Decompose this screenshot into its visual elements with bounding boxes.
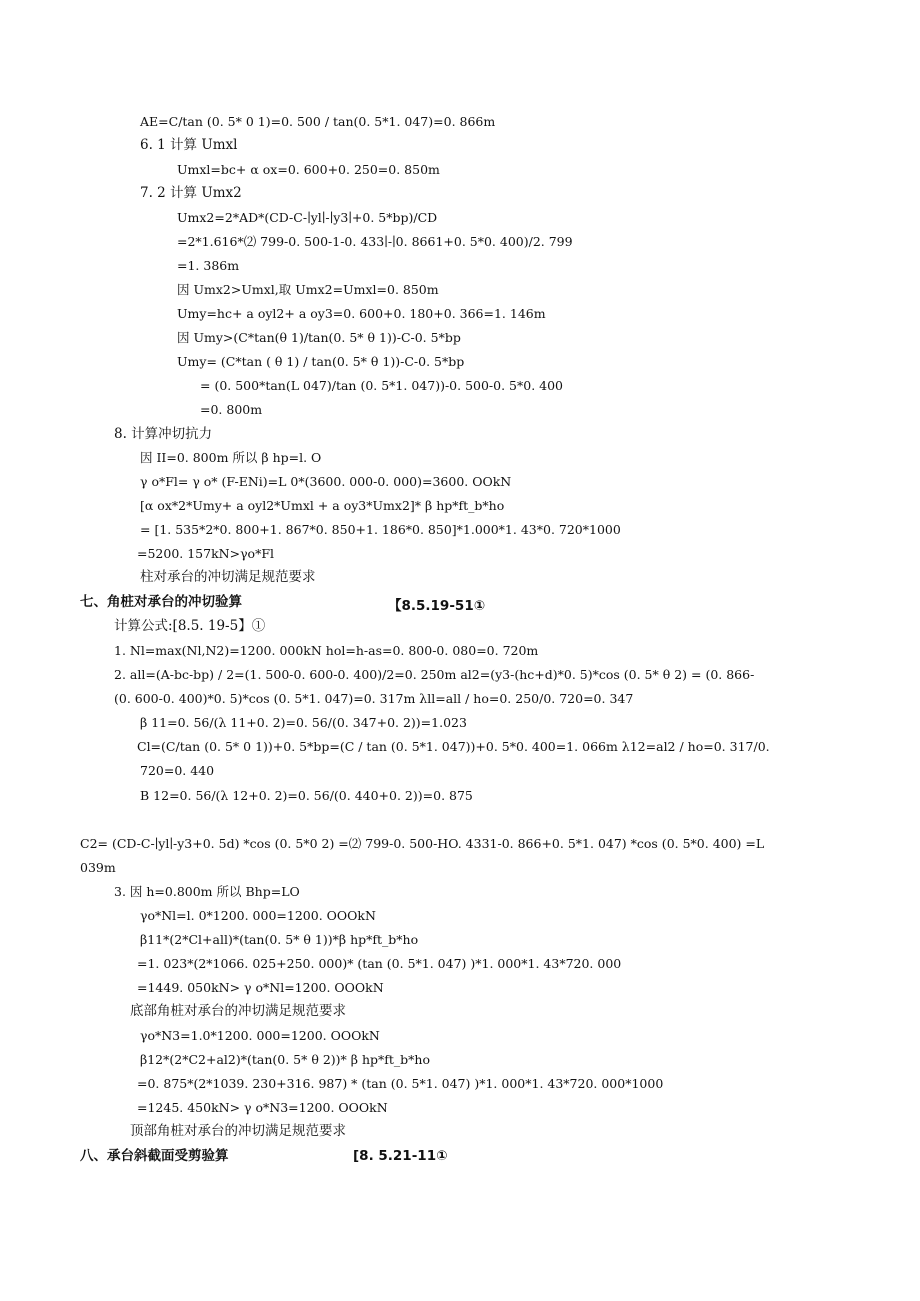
beta-12-line: B 12=0. 56/(λ 12+0. 2)=0. 56/(0. 440+0. 2))=0. 875 <box>140 788 473 803</box>
section-8-heading: 八、承台斜截面受剪验算 <box>80 1148 229 1164</box>
step-6-1-heading: 6. 1 计算 Umxl <box>140 137 238 153</box>
gamma-fl-line: γ o*Fl= γ o* (F-ENi)=L 0*(3600. 000-0. 000)=3600. OOkN <box>140 474 512 489</box>
umy-line: Umy=hc+ a oyl2+ a oy3=0. 600+0. 180+0. 366=1. 146m <box>177 306 546 321</box>
corner-step-2a: 2. all=(A-bc-bp) / 2=(1. 500-0. 600-0. 400)/2=0. 250m al2=(y3-(hc+d)*0. 5)*cos (0. 5* θ 2) = (0. 866- <box>114 667 755 682</box>
cl-line: Cl=(C/tan (0. 5* 0 1))+0. 5*bp=(C / tan (0. 5*1. 047))+0. 5*0. 400=1. 066m λ12=al2 / ho=0. 317/0. <box>137 739 770 754</box>
umy-substitution: = (0. 500*tan(L 047)/tan (0. 5*1. 047))-0. 500-0. 5*0. 400 <box>200 378 564 393</box>
umy-formula: Umy= (C*tan ( θ 1) / tan(0. 5* θ 1))-C-0. 5*bp <box>177 354 465 369</box>
bottom-resistance-result: =1449. 050kN> γ o*Nl=1200. OOOkN <box>137 980 384 995</box>
corner-step-1: 1. Nl=max(Nl,N2)=1200. 000kN hol=h-as=0. 800-0. 080=0. 720m <box>114 643 539 658</box>
ae-line: AE=C/tan (0. 5* 0 1)=0. 500 / tan(0. 5*1. 047)=0. 866m <box>140 114 496 129</box>
formula-reference: 计算公式:[8.5. 19-5】① <box>114 618 266 634</box>
bottom-resistance-substitution: =1. 023*(2*1066. 025+250. 000)* (tan (0. 5*1. 047) )*1. 000*1. 43*720. 000 <box>137 956 622 971</box>
step-7-2-heading: 7. 2 计算 Umx2 <box>140 185 242 201</box>
resistance-substitution: = [1. 535*2*0. 800+1. 867*0. 850+1. 186*0. 850]*1.000*1. 43*0. 720*1000 <box>140 522 621 537</box>
section-8-reference: [8. 5.21-11① <box>353 1148 448 1164</box>
corner-step-3: 3. 因 h=0.800m 所以 Bhp=LO <box>114 884 300 899</box>
lambda-12-result: 720=0. 440 <box>140 763 215 778</box>
section-7-heading: 七、角桩对承台的冲切验算 <box>80 594 242 610</box>
umx2-result: =1. 386m <box>177 258 240 273</box>
gamma-nl-line: γo*Nl=l. 0*1200. 000=1200. OOOkN <box>140 908 376 923</box>
beta-11-line: β 11=0. 56/(λ 11+0. 2)=0. 56/(0. 347+0. 2))=1.023 <box>140 715 467 730</box>
top-resistance-formula: β12*(2*C2+al2)*(tan(0. 5* θ 2))* β hp*ft_b*ho <box>140 1052 430 1067</box>
umxl-line: Umxl=bc+ α ox=0. 600+0. 250=0. 850m <box>177 162 440 177</box>
top-resistance-substitution: =0. 875*(2*1039. 230+316. 987) * (tan (0. 5*1. 047) )*1. 000*1. 43*720. 000*1000 <box>137 1076 664 1091</box>
resistance-formula: [α ox*2*Umy+ a oyl2*Umxl + a oy3*Umx2]* β hp*ft_b*ho <box>140 498 505 513</box>
beta-hp-line: 因 II=0. 800m 所以 β hp=l. O <box>140 450 322 465</box>
umx2-formula: Umx2=2*AD*(CD-C-∣yl∣-∣y3∣+0. 5*bp)/CD <box>177 210 438 225</box>
step-8-heading: 8. 计算冲切抗力 <box>114 426 213 442</box>
top-conclusion: 顶部角桩对承台的冲切满足规范要求 <box>130 1123 346 1139</box>
corner-step-2b: (0. 600-0. 400)*0. 5)*cos (0. 5*1. 047)=0. 317m λll=all / ho=0. 250/0. 720=0. 347 <box>114 691 634 706</box>
bottom-resistance-formula: β11*(2*Cl+all)*(tan(0. 5* θ 1))*β hp*ft_b*ho <box>140 932 419 947</box>
gamma-n3-line: γo*N3=1.0*1200. 000=1200. OOOkN <box>140 1028 380 1043</box>
umy-compare: 因 Umy>(C*tan(θ 1)/tan(0. 5* θ 1))-C-0. 5*bp <box>177 330 461 345</box>
umx2-substitution: =2*1.616*⑵ 799-0. 500-1-0. 433∣-∣0. 8661+0. 5*0. 400)/2. 799 <box>177 234 573 249</box>
c2-line: C2= (CD-C-∣yl∣-y3+0. 5d) *cos (0. 5*0 2) =⑵ 799-0. 500-HO. 4331-0. 866+0. 5*1. 047) *cos (0. 5*0. 400) =L <box>80 836 765 851</box>
c2-result: 039m <box>80 860 116 875</box>
bottom-conclusion: 底部角桩对承台的冲切满足规范要求 <box>130 1003 346 1019</box>
umy-result: =0. 800m <box>200 402 263 417</box>
top-resistance-result: =1245. 450kN> γ o*N3=1200. OOOkN <box>137 1100 388 1115</box>
resistance-result: =5200. 157kN>γo*Fl <box>137 546 274 561</box>
umx2-compare: 因 Umx2>Umxl,取 Umx2=Umxl=0. 850m <box>177 282 439 297</box>
section-7-reference: 【8.5.19-51① <box>388 598 486 614</box>
column-conclusion: 柱对承台的冲切满足规范要求 <box>140 569 316 585</box>
